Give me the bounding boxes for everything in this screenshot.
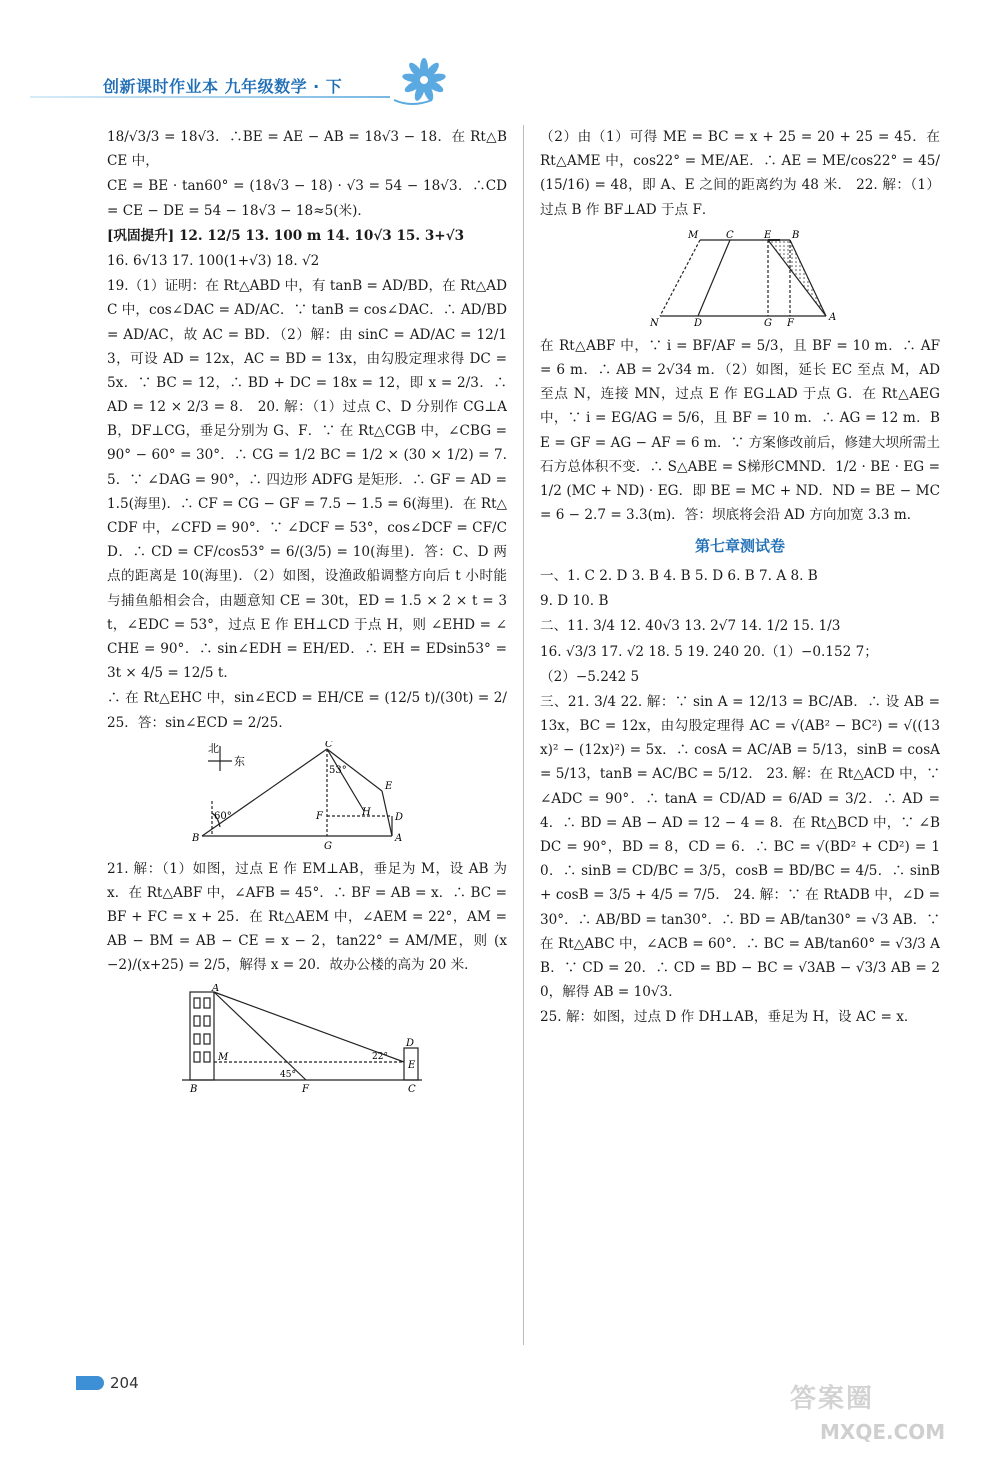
- point-b-label: B: [192, 832, 200, 844]
- book-title: 创新课时作业本 九年级数学 · 下: [103, 77, 343, 96]
- angle-22-label: 22°: [372, 1051, 388, 1062]
- angle-45-label: 45°: [280, 1069, 296, 1080]
- flower-icon: [392, 54, 462, 110]
- watermark-url: MXQE.COM: [820, 1420, 946, 1444]
- north-label: 北: [208, 741, 219, 755]
- point-e-label: E: [385, 780, 393, 792]
- left-para-3: [巩固提升] 12. 12/5 13. 100 m 14. 10√3 15. 3+√3: [107, 227, 465, 244]
- point-f-label: F: [316, 810, 323, 822]
- point-g3-label: G: [764, 317, 772, 328]
- point-a3-label: A: [829, 311, 837, 323]
- left-column: [107, 125, 507, 1100]
- point-d3-label: D: [694, 317, 703, 328]
- right-para-5: 二、11. 3/4 12. 40√3 13. 2√7 14. 1/2 15. 1/3: [540, 618, 841, 635]
- section-title: 第七章测试卷: [694, 537, 785, 556]
- left-para-1: 18/√3/3 = 18√3．∴BE = AE − AB = 18√3 − 18．在 Rt△BCE 中，: [107, 129, 507, 170]
- right-para-2: 在 Rt△ABF 中，∵ i = BF/AF = 5/3，且 BF = 10 m．∴ AF = 6 m．∴ AB = 2√34 m．（2）如图，延长 EC 至点 M，AD 至点 N，连接 MN，过点 E 作 EG⊥AD 于点 G．在 Rt△AEG 中，∵ i = EG/AG = 5/6，且 BF = 10 m．∴ AG = 12 m．BE = GF = AG − AF = 6 m．∵ 方案修改前后，修建大坝所需土石方总体积不变．∴ S△ABE = S梯形CMND．1/2 · BE · EG = 1/2 (MC + ND) · EG．即 BE = MC + ND．ND = BE − MC = 6 − 2.7 = 3.3(m)．答：坝底将会沿 AD 方向加宽 3.3 m．: [540, 337, 940, 524]
- point-m-label: M: [218, 1051, 229, 1063]
- right-para-8: 三、21. 3/4 22. 解：∵ sin A = 12/13 = BC/AB．∴ 设 AB = 13x，BC = 12x，由勾股定理得 AC = √(AB² − BC²) = √((13x)² − (12x)²) = 5x．∴ cosA = AC/AB = 5/13，sinB = cosA = 5/13，tanB = AC/BC = 5/12． 23. 解：在 Rt△ACD 中，∵ ∠ADC = 90°．∴ tanA = CD/AD = 6/AD = 3/2．∴ AD = 4．∴ BD = AB − AD = 12 − 4 = 8．在 Rt△BCD 中，∵ ∠BDC = 90°，BD = 8，CD = 6．∴ BC = √(BD² + CD²) = 10．∴ sinB = CD/BC = 3/5，cosB = BD/BC = 4/5．∴ sinB + cosB = 3/5 + 4/5 = 7/5． 24. 解：∵ 在 RtADB 中，∠D = 30°．∴ AB/BD = tan30°．∴ BD = AB/tan30° = √3 AB．∵ 在 Rt△ABC 中，∠ACB = 60°．∴ BC = AB/tan60° = √3/3 AB．∵ CD = 20．∴ CD = BD − BC = √3AB − √3/3 AB = 20，解得 AB = 10√3．: [540, 693, 940, 1001]
- right-para-7: （2）−5.242 5: [540, 668, 640, 685]
- page-number: [84, 1374, 139, 1392]
- left-para-5: 19.（1）证明：在 Rt△ABD 中，有 tanB = AD/BD，在 Rt△ADC 中，cos∠DAC = AD/AC．∵ tanB = cos∠DAC．∴ AD/BD = AD/AC，故 AC = BD．（2）解：由 sinC = AD/AC = 12/13，可设 AD = 12x，AC = BD = 13x，由勾股定理求得 DC = 5x．∵ BC = 12，∴ BD + DC = 18x = 12，即 x = 2/3．∴ AD = 12 × 2/3 = 8． 20. 解：（1）过点 C、D 分别作 CG⊥AB，DF⊥CG，垂足分别为 G、F．∵ 在 Rt△CGB 中，∠CBG = 90° − 60° = 30°．∴ CG = 1/2 BC = 1/2 × (30 × 1/2) = 7.5．∵ ∠DAG = 90°，∴ 四边形 ADFG 是矩形．∴ GF = AD = 1.5(海里)．∴ CF = CG − GF = 7.5 − 1.5 = 6(海里)．在 Rt△CDF 中，∠CFD = 90°．∵ ∠DCF = 53°，cos∠DCF = CF/CD．∴ CD = CF/cos53° = 6/(3/5) = 10(海里)．答：C、D 两点的距离是 10(海里)．（2）如图，设渔政船调整方向后 t 小时能与捕鱼船相会合，由题意知 CE = 30t，ED = 1.5 × 2 × t = 3t，∠EDC = 53°，过点 E 作 EH⊥CD 于点 H，则 ∠EHD = ∠CHE = 90°．∴ sin∠EDH = EH/ED．∴ EH = EDsin53° = 3t × 4/5 = 12/5 t．: [107, 278, 507, 682]
- point-b2-label: B: [190, 1083, 198, 1094]
- column-divider: [523, 125, 524, 1345]
- east-label: 东: [234, 754, 245, 768]
- angle-53-label: 53°: [329, 764, 347, 776]
- right-para-4: 9. D 10. B: [540, 593, 609, 610]
- point-h-label: H: [362, 806, 371, 818]
- right-para-9: 25. 解：如图，过点 D 作 DH⊥AB，垂足为 H，设 AC = x．: [540, 1009, 918, 1026]
- point-e3-label: E: [764, 229, 772, 241]
- point-n3-label: N: [650, 317, 659, 328]
- point-d-label: D: [395, 811, 404, 823]
- figure-building-diagram: [182, 984, 432, 1094]
- point-a-label: A: [395, 832, 403, 844]
- point-b3-label: B: [792, 229, 800, 241]
- figure-dam-diagram: [630, 228, 850, 328]
- point-c3-label: C: [726, 229, 734, 241]
- right-para-6: 16. √3/3 17. √2 18. 5 19. 240 20.（1）−0.152 7；: [540, 643, 878, 660]
- left-para-2: CE = BE · tan60° = (18√3 − 18) · √3 = 54 − 18√3．∴CD = CE − DE = 54 − 18√3 − 18≈5(米)．: [107, 178, 507, 219]
- left-para-7: 21. 解：（1）如图，过点 E 作 EM⊥AB，垂足为 M，设 AB 为 x．在 Rt△ABF 中，∠AFB = 45°．∴ BF = AB = x．∴ BC = BF + FC = x + 25．在 Rt△AEM 中，∠AEM = 22°，AM = AB − BM = AB − CE = x − 2，tan22° = AM/ME，则 (x−2)/(x+25) = 2/5，解得 x = 20．故办公楼的高为 20 米．: [107, 860, 507, 974]
- point-m3-label: M: [688, 229, 699, 241]
- page-header: [0, 0, 1000, 120]
- page-number-text: 204: [110, 1374, 139, 1392]
- point-a2-label: A: [212, 983, 220, 994]
- watermark-logo: 答案圈: [790, 1384, 875, 1414]
- left-para-4: 16. 6√13 17. 100(1+√3) 18. √2: [107, 252, 320, 269]
- point-c2-label: C: [408, 1083, 416, 1094]
- right-column: [540, 125, 940, 1031]
- point-f3-label: F: [787, 317, 794, 328]
- point-d2-label: D: [406, 1037, 415, 1049]
- point-g-label: G: [324, 840, 332, 851]
- right-para-1: （2）由（1）可得 ME = BC = x + 25 = 20 + 25 = 45．在 Rt△AME 中，cos22° = ME/AE．∴ AE = ME/cos22° = 45/(15/16) = 48，即 A、E 之间的距离约为 48 米． 22. 解：（1）过点 B 作 BF⊥AD 于点 F．: [540, 129, 940, 218]
- figure-ship-diagram: [192, 741, 422, 851]
- left-para-6: ∴ 在 Rt△EHC 中，sin∠ECD = EH/CE = (12/5 t)/(30t) = 2/25．答：sin∠ECD = 2/25．: [107, 690, 507, 731]
- point-c-label: C: [325, 740, 333, 750]
- angle-60-label: 60°: [214, 810, 232, 822]
- point-f2-label: F: [302, 1083, 309, 1094]
- point-e2-label: E: [408, 1059, 416, 1071]
- right-para-3: 一、1. C 2. D 3. B 4. B 5. D 6. B 7. A 8. B: [540, 567, 818, 584]
